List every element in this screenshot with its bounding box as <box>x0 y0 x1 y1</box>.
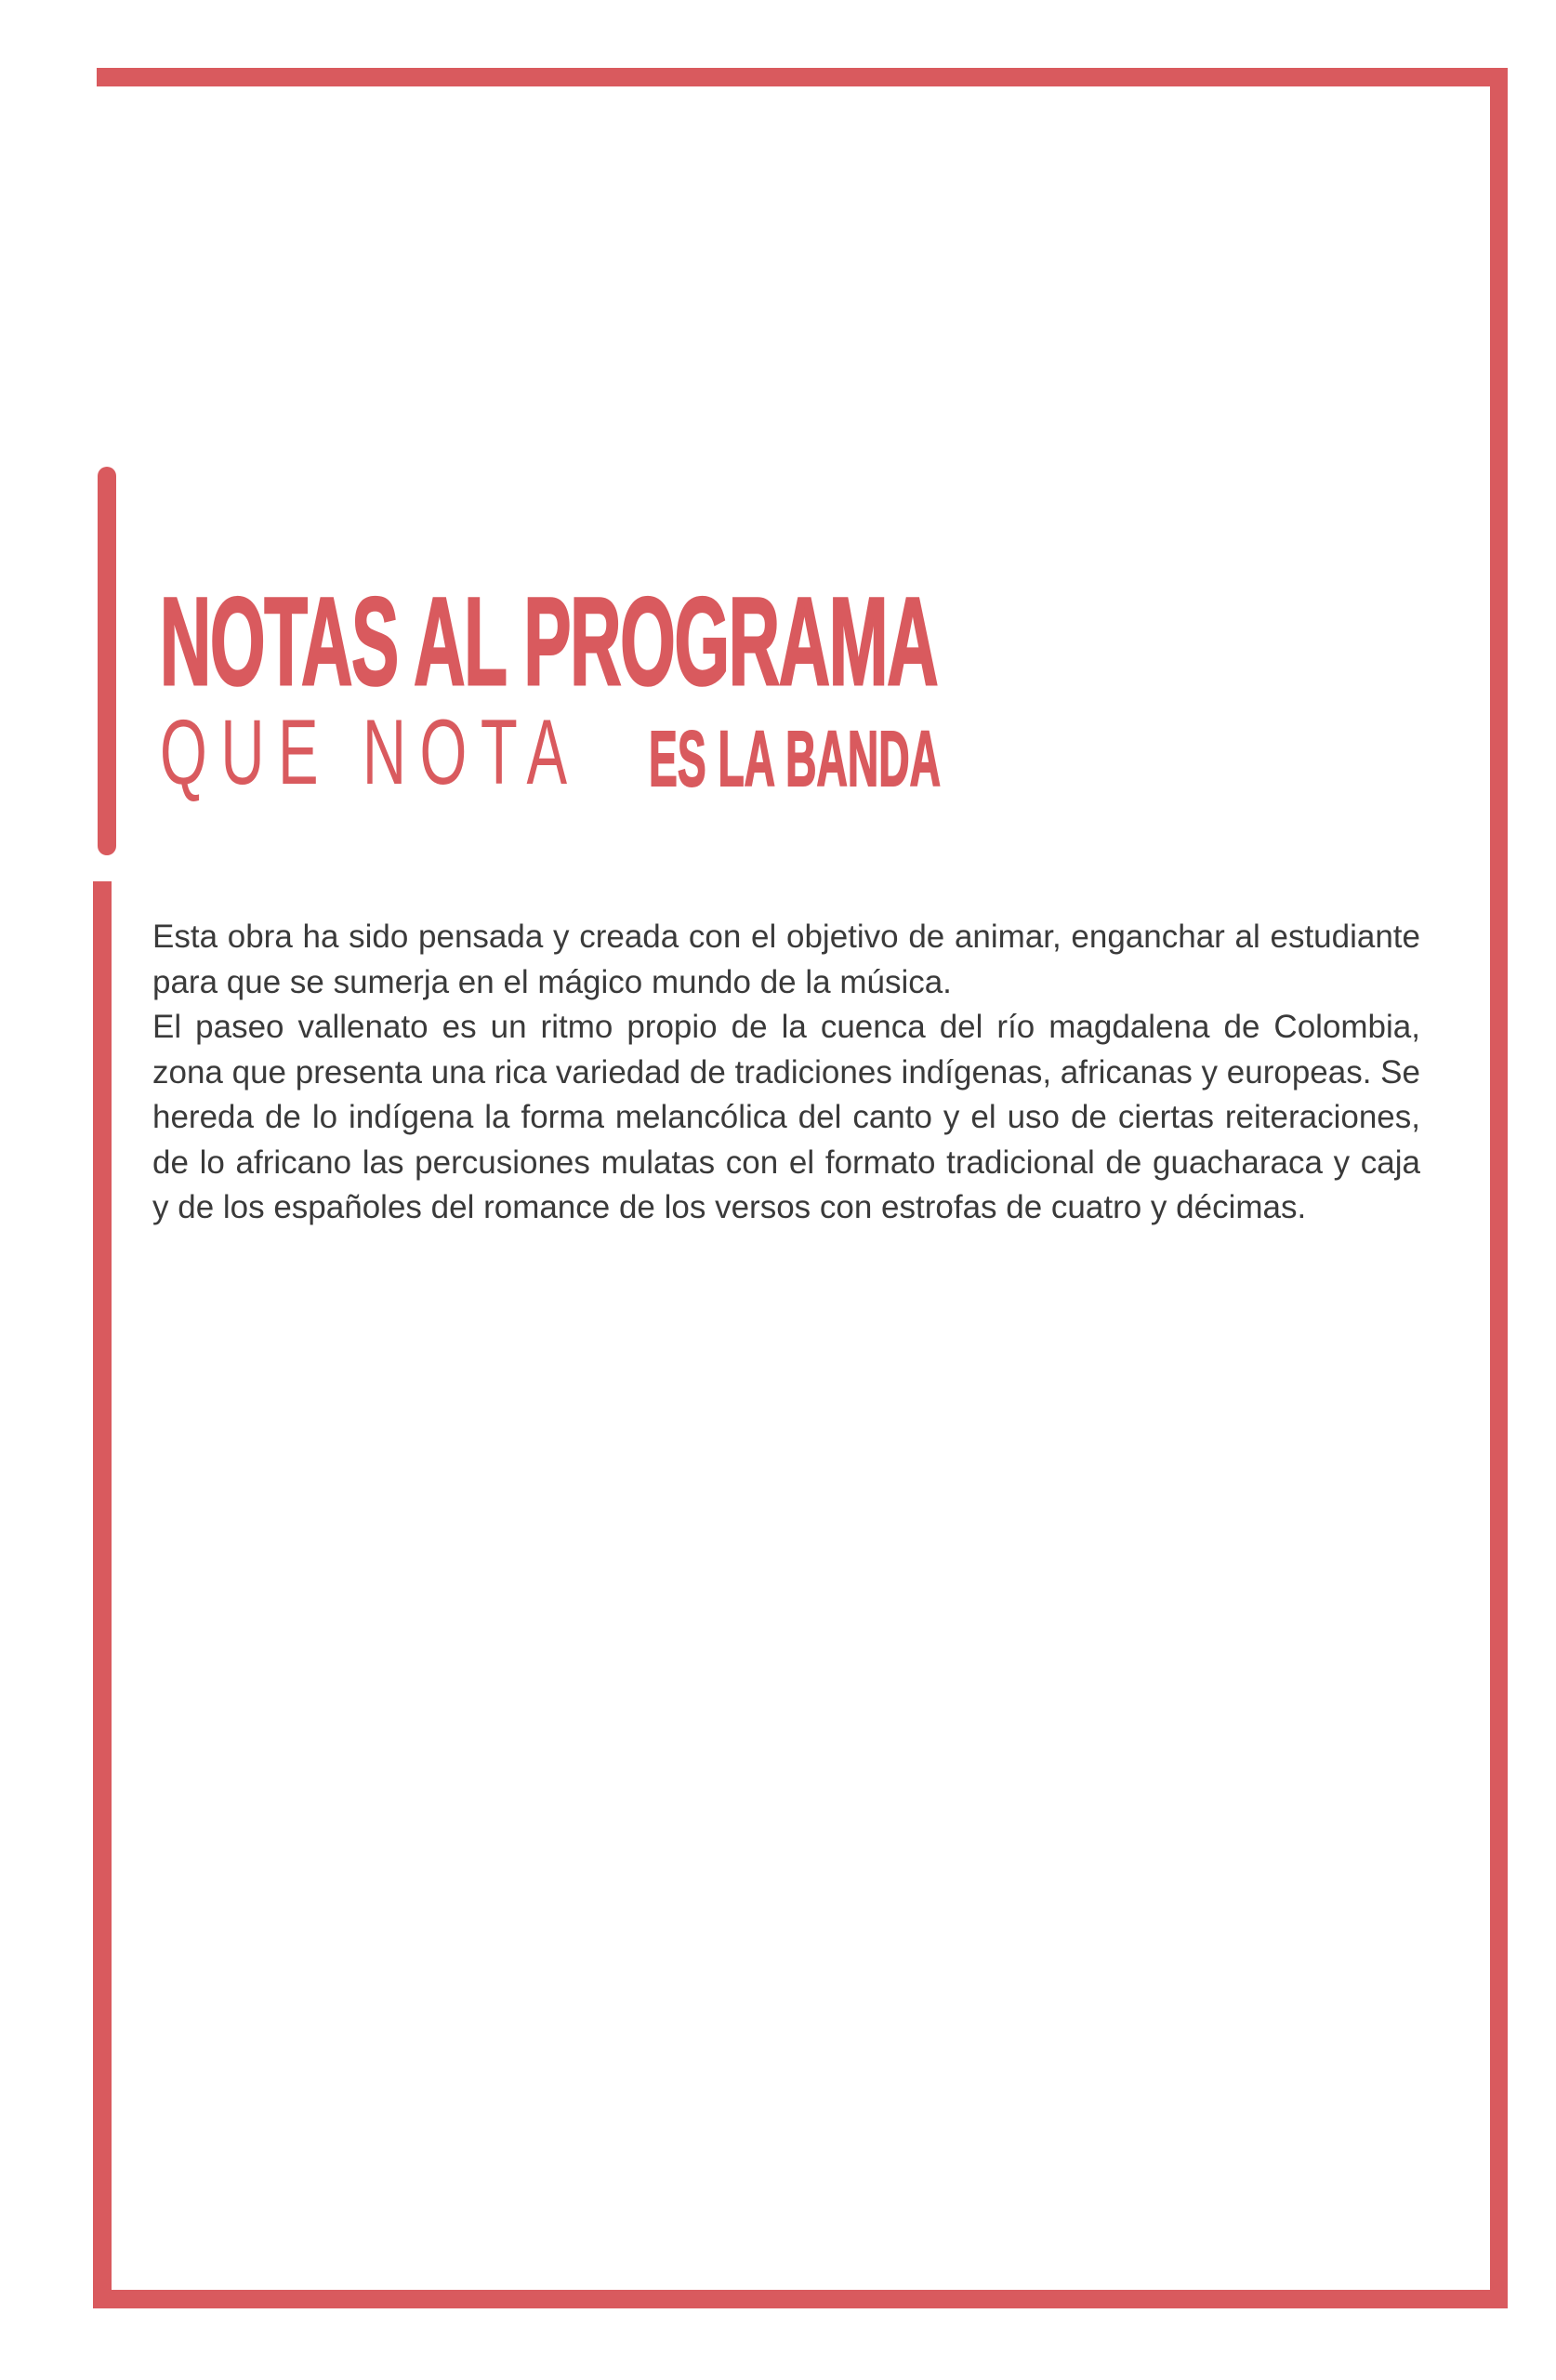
subtitle-light-text: QUE NOTA <box>160 700 581 803</box>
subtitle-bold-text: ES LA BANDA <box>649 715 941 802</box>
frame-top-border <box>97 68 1508 86</box>
frame-right-border <box>1490 68 1508 2308</box>
frame-bottom-border <box>93 2290 1508 2308</box>
body-paragraph: Esta obra ha sido pensada y creada con el objetivo de animar, enganchar al estudiante para que se sumerja en el mágico mundo de la música. <box>152 919 1420 1000</box>
page-title: NOTAS AL PROGRAMA <box>160 573 938 711</box>
body-text <box>152 915 1420 1231</box>
title-accent-bar <box>98 467 116 855</box>
frame-left-border <box>93 881 112 2308</box>
body-paragraph: El paseo vallenato es un ritmo propio de la cuenca del río magdalena de Colombia, zona que presenta una rica variedad de tradiciones indígenas, africanas y europeas. Se hereda de lo indígena la forma melancólica del canto y el uso de ciertas reiteraciones, de lo africano las percusiones mulatas con el formato tradicional de guacharaca y caja y de los españoles del romance de los versos con estrofas de cuatro y décimas. <box>152 1009 1420 1225</box>
